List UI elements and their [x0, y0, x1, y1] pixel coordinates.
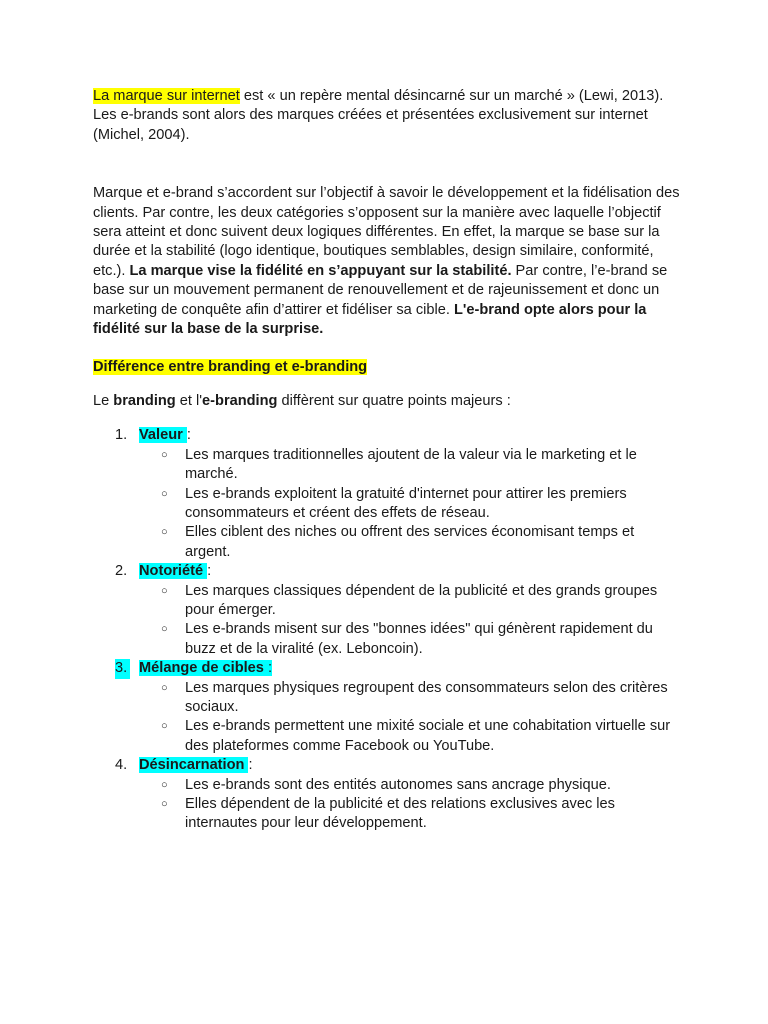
main-paragraph	[93, 184, 683, 339]
bullet-text: Les e-brands sont des entités autonomes sans ancrage physique.	[185, 776, 611, 793]
bullet-text: Les e-brands permettent une mixité sociale et une cohabitation virtuelle sur des plateformes comme Facebook ou YouTube.	[185, 718, 671, 754]
paragraph-bold-2: L'e-brand opte alors pour la fidélité sur la base de la surprise.	[93, 301, 647, 338]
bullet-text: Les e-brands exploitent la gratuité d'internet pour attirer les premiers consommateurs et créent des effets de réseau.	[185, 485, 627, 521]
intro-text-2: et l'	[175, 392, 203, 409]
circle-bullet-icon: ○	[161, 526, 168, 539]
point-item-value	[93, 426, 683, 562]
bullet-text: Les e-brands misent sur des "bonnes idées" qui génèrent rapidement du buzz et de la viralité (ex. Leboncoin).	[185, 621, 653, 657]
point-title	[139, 427, 191, 443]
intro-text-3: diffèrent sur quatre points majeurs :	[277, 392, 511, 409]
section-heading-text: Différence entre branding et e-branding	[93, 359, 368, 376]
highlighted-term: La marque sur internet	[93, 88, 240, 104]
point-number: 4.	[115, 757, 128, 774]
circle-bullet-icon: ○	[161, 487, 168, 500]
point-bullets	[139, 776, 683, 834]
intro-text-1: Le	[93, 392, 114, 409]
point-bullets	[139, 679, 683, 757]
point-title-suffix: :	[207, 563, 212, 580]
bullet-text: Les marques physiques regroupent des consommateurs selon des critères sociaux.	[185, 679, 668, 715]
paragraph-bold-1: La marque vise la fidélité en s’appuyant sur la stabilité.	[129, 262, 512, 279]
point-number: 1.	[115, 427, 128, 444]
list-item	[139, 795, 683, 834]
points-list	[93, 426, 683, 834]
point-title-suffix: :	[248, 757, 253, 774]
point-title-suffix: :	[186, 427, 191, 444]
point-title-text: Valeur	[139, 427, 187, 444]
list-item	[139, 717, 683, 756]
point-number: 3.	[115, 659, 130, 678]
bullet-text: Elles ciblent des niches ou offrent des services économisant temps et argent.	[185, 524, 635, 560]
ebrand-definition: Les e-brands sont alors des marques créées et présentées exclusivement sur internet (Michel, 2004).	[93, 107, 648, 143]
point-item-disembodiment	[93, 756, 683, 834]
intro-bold-branding: branding	[113, 392, 176, 409]
bullet-text: Les marques classiques dépendent de la publicité et des grands groupes pour émerger.	[185, 582, 658, 618]
paragraph-text-2: Par contre, l’e-brand se base sur un mouvement permanent de renouvellement et de rajeunissement et donc un marketing de conquête afin d’attirer et fidéliser sa cible.	[93, 262, 668, 318]
list-item	[139, 485, 683, 524]
point-item-notoriety	[93, 562, 683, 659]
point-title	[139, 757, 253, 773]
bullet-text: Les marques traditionnelles ajoutent de la valeur via le marketing et le marché.	[185, 446, 637, 483]
paragraph-text-1: Marque et e-brand s’accordent sur l’objectif à savoir le développement et la fidélisation des clients. Par contre, les deux catégories s’opposent sur la manière avec laquelle l’objectif sera atteint et donc suivent deux logiques différentes. En effet, la marque se base sur la durée et la stabilité (logo identique, boutiques semblables, design similaire, conformité, etc.).	[93, 185, 680, 279]
circle-bullet-icon: ○	[161, 681, 168, 694]
definition-line	[93, 87, 683, 106]
points-intro	[93, 392, 683, 411]
list-item	[139, 446, 683, 485]
point-item-target-mix	[93, 659, 683, 756]
point-title	[139, 563, 211, 579]
circle-bullet-icon: ○	[161, 798, 168, 810]
circle-bullet-icon: ○	[161, 584, 168, 597]
definition-text: est « un repère mental désincarné sur un marché » (Lewi, 2013).	[239, 88, 664, 104]
list-item	[139, 679, 683, 718]
point-title-text: Désincarnation	[139, 757, 249, 774]
point-title-suffix: :	[267, 660, 273, 677]
document-content	[93, 87, 683, 834]
circle-bullet-icon: ○	[161, 448, 168, 461]
point-title	[139, 660, 272, 676]
circle-bullet-icon: ○	[161, 720, 168, 733]
point-title-text: Mélange de cibles	[139, 660, 268, 677]
circle-bullet-icon: ○	[161, 778, 168, 791]
circle-bullet-icon: ○	[161, 623, 168, 636]
point-number: 2.	[115, 563, 128, 580]
list-item	[139, 523, 683, 562]
list-item	[139, 620, 683, 659]
intro-bold-ebranding: e-branding	[202, 392, 278, 409]
point-bullets	[139, 582, 683, 660]
list-item	[139, 776, 683, 795]
point-title-text: Notoriété	[139, 563, 208, 580]
list-item	[139, 582, 683, 621]
section-heading	[93, 358, 683, 377]
point-bullets	[139, 446, 683, 562]
bullet-text: Elles dépendent de la publicité et des relations exclusives avec les internautes pour leur développement.	[185, 796, 615, 832]
